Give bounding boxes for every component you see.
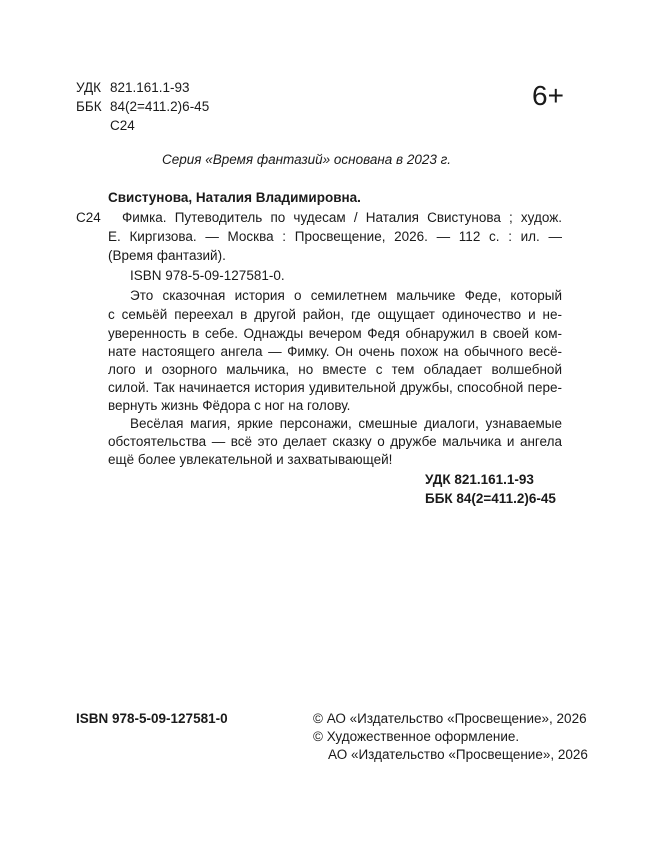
author-heading: Свистунова, Наталия Владимировна. xyxy=(108,190,361,205)
record-bbk: ББК 84(2=411.2)6-45 xyxy=(425,491,556,506)
annotation-line: лого и озорного мальчика, но вместе с тем обладает волшебной xyxy=(108,362,562,377)
description-line: Фимка. Путеводитель по чудесам / Наталия Свистунова ; худож. xyxy=(122,210,562,225)
annotation-line: Это сказочная история о семилетнем мальчике Феде, который xyxy=(130,288,562,303)
record-udk: УДК 821.161.1-93 xyxy=(425,472,534,487)
bbk-label: ББК xyxy=(76,99,102,114)
annotation-line: с семьёй переехал в другой район, где ощущает одиночество и не- xyxy=(108,307,562,322)
annotation-line: обстоятельства — всё это делает сказку о дружбе мальчика и ангела xyxy=(108,434,562,449)
copyright-line: АО «Издательство «Просвещение», 2026 xyxy=(328,747,588,762)
copyright-line: © Художественное оформление. xyxy=(313,729,520,744)
record-author-mark: С24 xyxy=(76,210,101,225)
footer-isbn: ISBN 978-5-09-127581-0 xyxy=(76,711,228,726)
udk-value: 821.161.1-93 xyxy=(110,80,190,95)
bbk-value: 84(2=411.2)6-45 xyxy=(110,99,210,114)
annotation-line: силой. Так начинается история удивительной дружбы, способной пере- xyxy=(108,380,562,395)
annotation-line: уверенность в себе. Однажды вечером Федя обнаружил в своей ком- xyxy=(108,326,562,341)
author-mark: С24 xyxy=(110,118,135,133)
series-note: Серия «Время фантазий» основана в 2023 г. xyxy=(162,152,452,167)
copyright-line: © АО «Издательство «Просвещение», 2026 xyxy=(313,711,587,726)
annotation-line: вернуть жизнь Фёдора с ног на голову. xyxy=(108,398,351,413)
annotation-line: ещё более увлекательной и захватывающей! xyxy=(108,452,393,467)
record-isbn: ISBN 978-5-09-127581-0. xyxy=(130,268,285,283)
description-line: (Время фантазий). xyxy=(108,248,226,263)
annotation-line: Весёлая магия, яркие персонажи, смешные диалоги, узнаваемые xyxy=(130,416,562,431)
annotation-line: нате настоящего ангела — Фимку. Он очень похож на обычного весё- xyxy=(108,344,562,359)
age-rating: 6+ xyxy=(532,80,564,111)
description-line: Е. Киргизова. — Москва : Просвещение, 2026. — 112 с. : ил. — xyxy=(108,229,562,244)
udk-label: УДК xyxy=(76,80,101,95)
